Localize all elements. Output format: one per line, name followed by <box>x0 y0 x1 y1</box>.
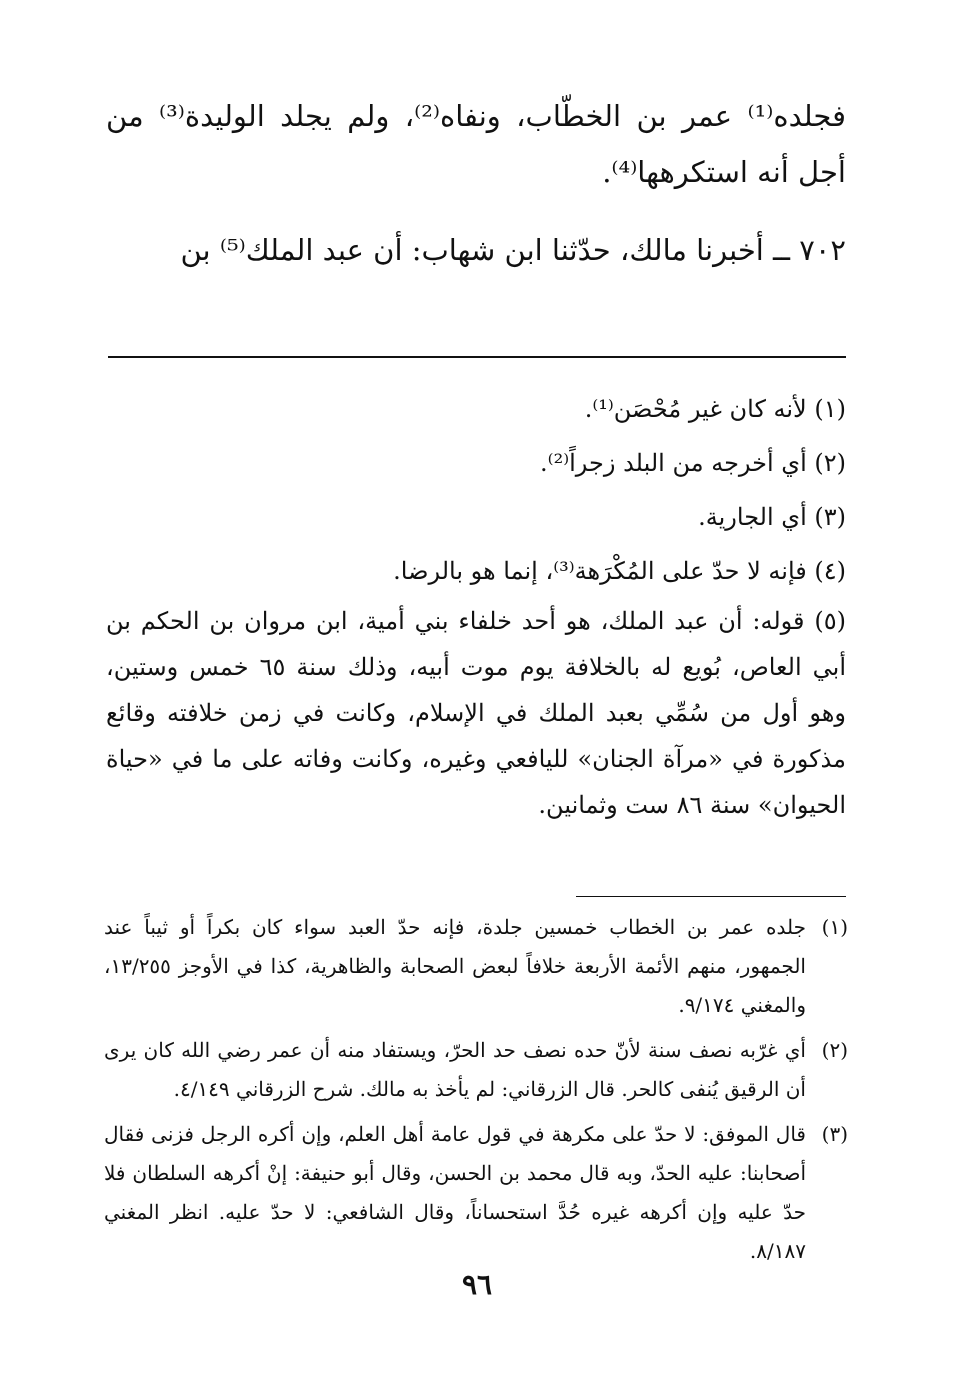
commentary-note-5: (٥) قوله: أن عبد الملك، هو أحد خلفاء بني أمية، ابن مروان بن الحكم بن أبي العاص، بُويع له بالخلافة يوم موت أبيه، وذلك سنة ٦٥ خمس وستين، وهو أول من سُمِّي بعبد الملك في الإسلام، وكانت في زمن خلافته وقائع مذكورة في «مرآة الجنان» لليافعي وغيره، وكانت وفاته على ما في «حياة الحيوان» سنة ٨٦ ست وثمانين. <box>106 607 847 819</box>
footnote-text: جلده عمر بن الخطاب خمسين جلدة، فإنه حدّ العبد سواء كان بكراً أو ثيباً عند الجمهور، منهم الأئمة الأربعة خلافاً لبعض الصحابة والظاهرية، كذا في الأوجز ١٣/٢٥٥، والمغني ٩/١٧٤. <box>104 915 806 1017</box>
commentary-notes <box>106 382 846 828</box>
footnote-number: (١) <box>821 915 848 939</box>
commentary-note-3: (٣) أي الجارية. <box>698 503 846 531</box>
commentary-note-4: (٤) فإنه لا حدّ على المُكْرَهة⁽³⁾، إنما هو بالرضا. <box>393 557 846 585</box>
footnote-text: أي غرّبه نصف سنة لأنّ حده نصف حد الحرّ، ويستفاد منه أن عمر رضي الله كان يرى أن الرقيق يُنفى كالحر. قال الزرقاني: لم يأخذ به مالك. شرح الزرقاني ٤/١٤٩. <box>104 1038 806 1101</box>
footnote-1 <box>104 908 848 1025</box>
footnote-3 <box>104 1115 848 1271</box>
footnote-2 <box>104 1031 848 1109</box>
footnote-number: (٣) <box>821 1122 848 1146</box>
commentary-note-1: (١) لأنه كان غير مُحْصَن⁽¹⁾. <box>584 395 846 423</box>
footnotes <box>104 908 848 1277</box>
page-number: ٩٦ <box>461 1268 493 1301</box>
hadith-702: ٧٠٢ ــ أخبرنا مالك، حدّثنا ابن شهاب: أن عبد الملك⁽⁵⁾ بن <box>180 233 846 267</box>
main-paragraph: فجلده⁽¹⁾ عمر بن الخطّاب، ونفاه⁽²⁾، ولم يجلد الوليدة⁽³⁾ من أجل أنه استكرهها⁽⁴⁾. <box>106 99 846 189</box>
commentary-note-2: (٢) أي أخرجه من البلد زجراً⁽²⁾. <box>540 449 846 477</box>
notes-separator <box>108 356 846 358</box>
footnotes-separator <box>576 896 846 897</box>
main-text <box>106 88 846 278</box>
footnote-text: قال الموفق: لا حدّ على مكرهة في قول عامة أهل العلم، وإن أكره الرجل فزنى فقال أصحابنا: عليه الحدّ، وبه قال محمد بن الحسن، وقال أبو حنيفة: إنْ أكرهه السلطان فلا حدّ عليه وإن أكرهه غيره حُدَّ استحساناً، وقال الشافعي: لا حدّ عليه. انظر المغني ٨/١٨٧. <box>104 1122 806 1263</box>
footnote-number: (٢) <box>821 1038 848 1062</box>
